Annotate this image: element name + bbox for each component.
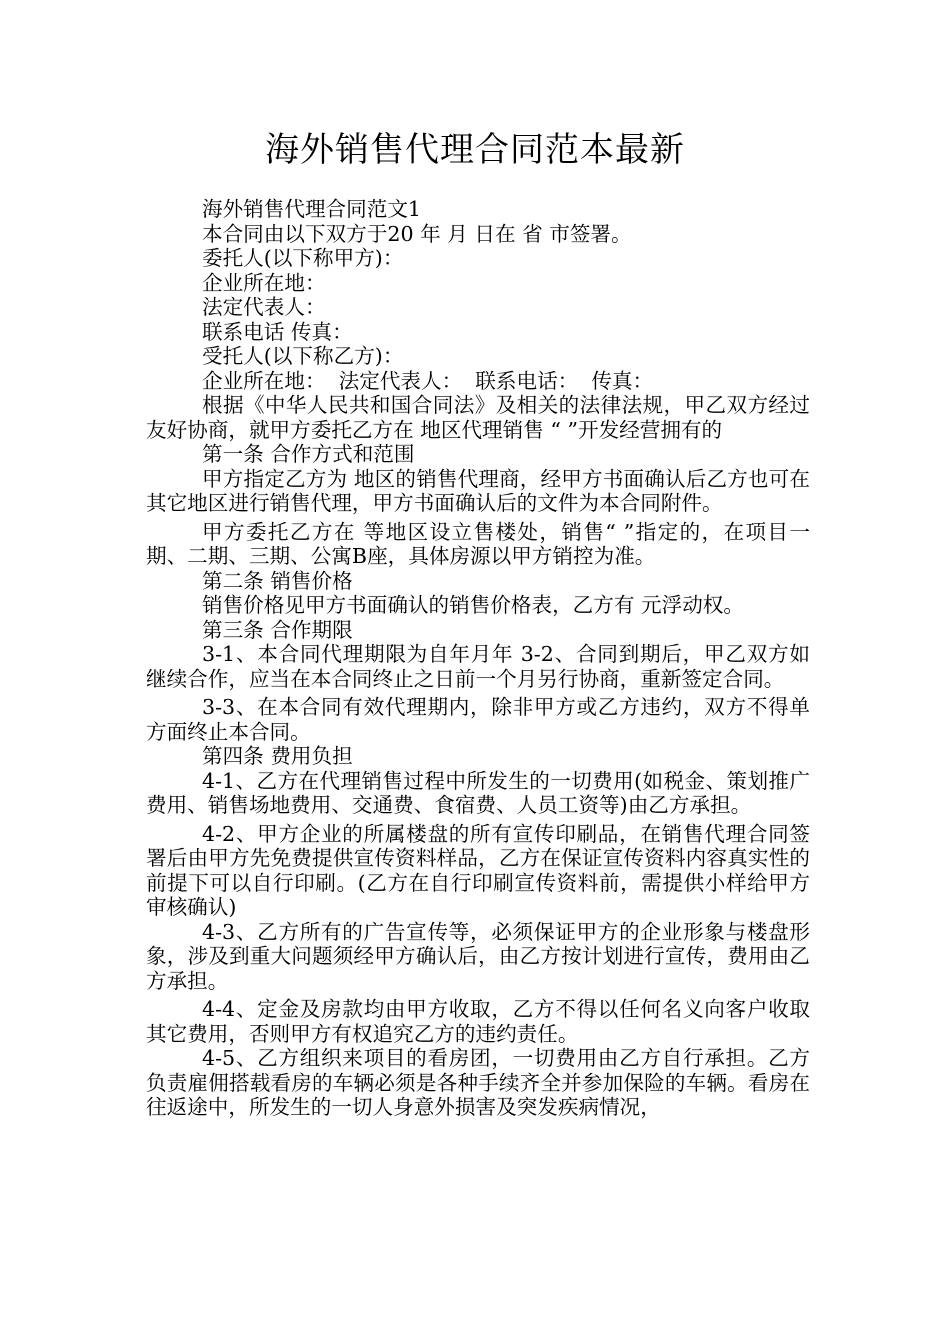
paragraph-preamble: 根据《中华人民共和国合同法》及相关的法律法规，甲乙双方经过友好协商，就甲方委托乙方在 地区代理销售 “ ”开发经营拥有的 [146, 393, 810, 442]
paragraph-party-a-contact: 联系电话 传真： [202, 319, 353, 344]
paragraph-party-a: 委托人(以下称甲方)： [202, 246, 404, 270]
section-heading-1: 第一条 合作方式和范围 [202, 442, 415, 466]
paragraph-signing-info: 本合同由以下双方于20 年 月 日在 省 市签署。 [202, 221, 632, 246]
paragraph-party-b-details: 企业所在地： 法定代表人： 联系电话： 传真： [202, 368, 654, 393]
section-heading-4: 第四条 费用负担 [202, 744, 353, 768]
paragraph-clause-3-3: 3-3、在本合同有效代理期内，除非甲方或乙方违约，双方不得单方面终止本合同。 [146, 695, 810, 744]
paragraph-clause-4-1: 4-1、乙方在代理销售过程中所发生的一切费用(如税金、策划推广费用、销售场地费用、交通费、食宿费、人员工资等)由乙方承担。 [146, 768, 810, 817]
section-heading-2: 第二条 销售价格 [202, 568, 353, 593]
paragraph-clause-3-1: 3-1、本合同代理期限为自年月年 3-2、合同到期后，甲乙双方如继续合作，应当在本合同终止之日前一个月另行协商，重新签定合同。 [146, 642, 810, 691]
paragraph-article-2: 销售价格见甲方书面确认的销售价格表，乙方有 元浮动权。 [202, 593, 744, 617]
paragraph-clause-4-2: 4-2、甲方企业的所属楼盘的所有宣传印刷品，在销售代理合同签署后由甲方先免费提供宣传资料样品，乙方在保证宣传资料内容真实性的前提下可以自行印刷。(乙方在自行印刷宣传资料前，需提供小样给甲方审核确认) [146, 821, 810, 919]
section-heading-3: 第三条 合作期限 [202, 617, 353, 642]
document-title: 海外销售代理合同范本最新 [265, 130, 685, 170]
paragraph-clause-4-3: 4-3、乙方所有的广告宣传等，必须保证甲方的企业形象与楼盘形象，涉及到重大问题须经甲方确认后，由乙方按计划进行宣传，费用由乙方承担。 [146, 919, 810, 993]
paragraph-clause-4-4: 4-4、定金及房款均由甲方收取，乙方不得以任何名义向客户收取其它费用，否则甲方有权追究乙方的违约责任。 [146, 997, 810, 1046]
paragraph-party-a-representative: 法定代表人： [202, 295, 326, 319]
paragraph-article-1-a: 甲方指定乙方为 地区的销售代理商，经甲方书面确认后乙方也可在其它地区进行销售代理，甲方书面确认后的文件为本合同附件。 [146, 466, 810, 515]
paragraph-contract-heading: 海外销售代理合同范文1 [202, 197, 422, 221]
document-body [146, 197, 810, 1120]
paragraph-party-b: 受托人(以下称乙方)： [202, 344, 404, 368]
paragraph-party-a-address: 企业所在地： [202, 270, 326, 295]
paragraph-clause-4-5: 4-5、乙方组织来项目的看房团，一切费用由乙方自行承担。乙方负责雇佣搭载看房的车辆必须是各种手续齐全并参加保险的车辆。看房在往返途中，所发生的一切人身意外损害及突发疾病情况， [146, 1046, 810, 1119]
paragraph-article-1-b: 甲方委托乙方在 等地区设立售楼处，销售“ ”指定的，在项目一期、二期、三期、公寓B座，具体房源以甲方销控为准。 [146, 519, 810, 568]
